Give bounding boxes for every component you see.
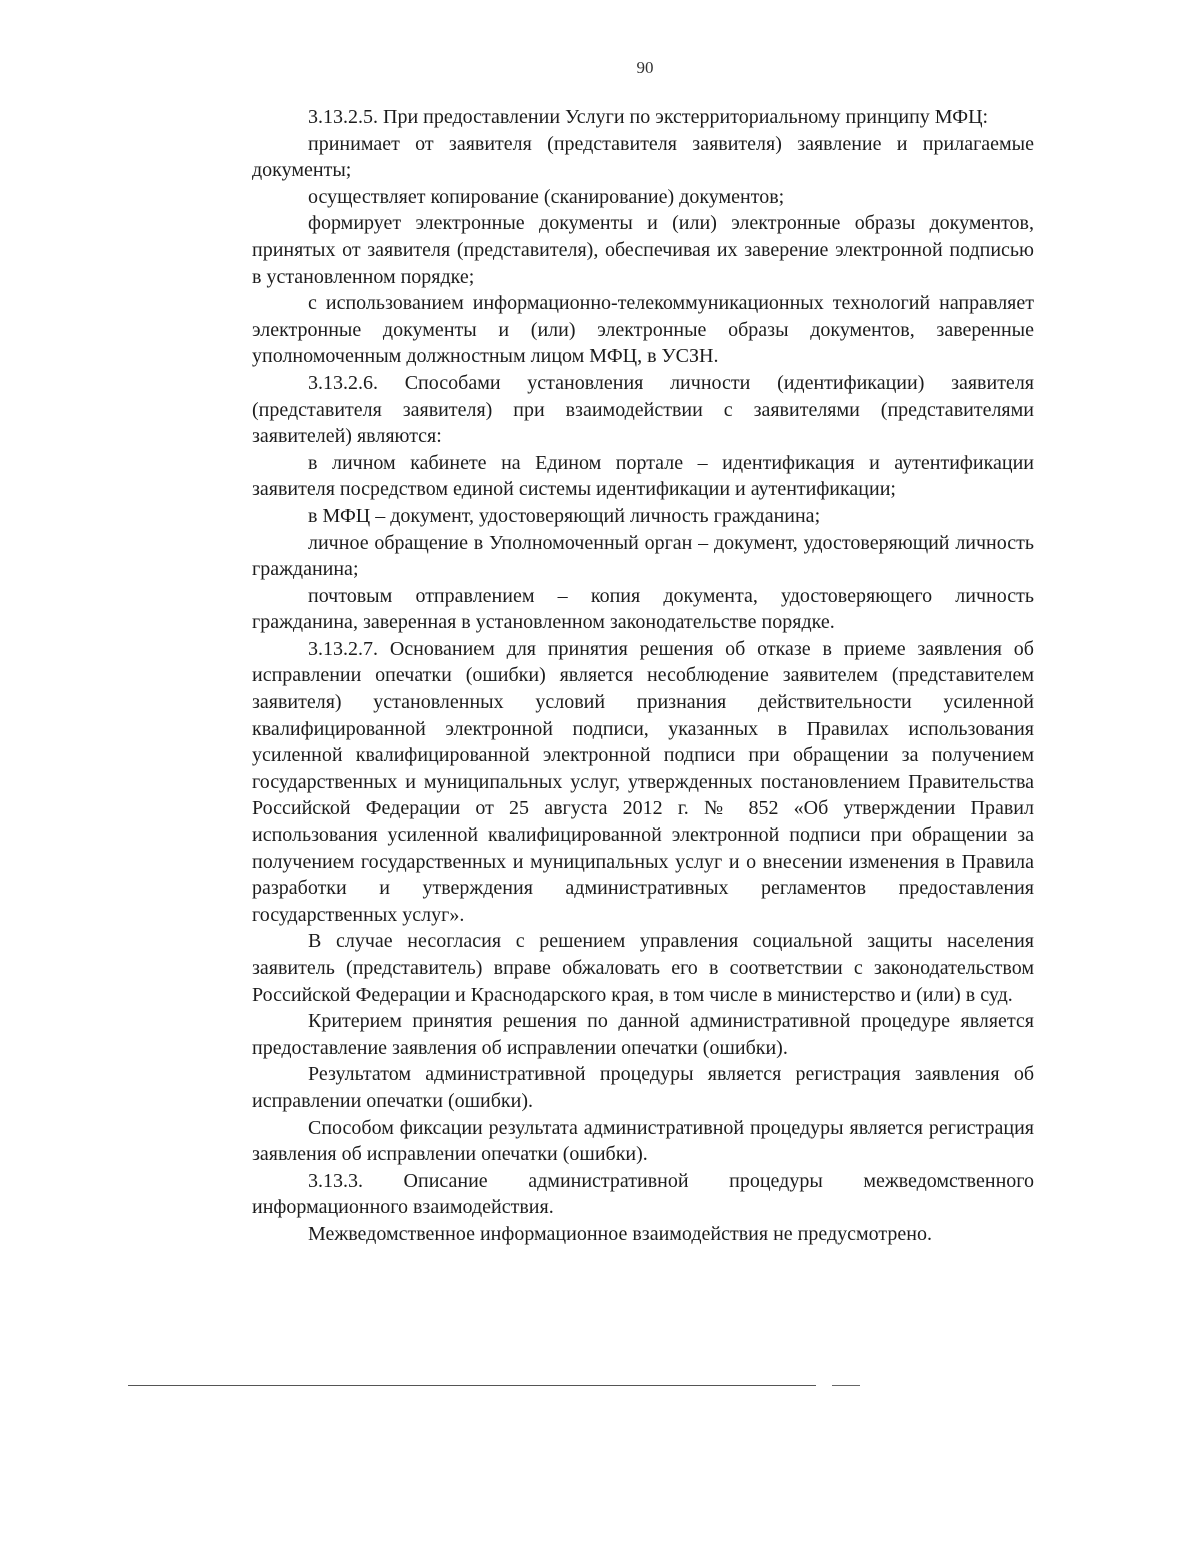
paragraph-accepts-application: принимает от заявителя (представителя заявителя) заявление и прилагаемые документы; <box>252 132 1034 182</box>
paragraph-3-13-3: 3.13.3. Описание административной процедуры межведомственного информационного взаимодействия. <box>252 1169 1034 1219</box>
paragraph-personal-cabinet: в личном кабинете на Едином портале – идентификация и аутентификации заявителя посредством единой системы идентификации и аутентификации; <box>252 451 1034 501</box>
paragraph-postal-mail: почтовым отправлением – копия документа, удостоверяющего личность гражданина, заверенная в установленном законодательстве порядке. <box>252 584 1034 634</box>
paragraph-result-recording: Способом фиксации результата административной процедуры является регистрация заявления об исправлении опечатки (ошибки). <box>252 1116 1034 1166</box>
paragraph-3-13-2-6: 3.13.2.6. Способами установления личности (идентификации) заявителя (представителя заявителя) при взаимодействии с заявителями (представителями заявителей) являются: <box>252 371 1034 448</box>
paragraph-interagency-not-provided: Межведомственное информационное взаимодействия не предусмотрено. <box>308 1222 932 1245</box>
paragraph-sends-to-uszn: с использованием информационно-телекоммуникационных технологий направляет электронные документы и (или) электронные образы документов, заверенные уполномоченным должностным лицом МФЦ, в УСЗН. <box>252 292 1034 368</box>
document-body <box>252 104 1034 1248</box>
paragraph-disagreement-appeal: В случае несогласия с решением управления социальной защиты населения заявитель (представитель) вправе обжаловать его в соответствии с законодательством Российской Федерации и Краснодарского края, в том числе в министерство и (или) в суд. <box>252 930 1034 1006</box>
page-number: 90 <box>636 58 654 77</box>
paragraph-copies-documents: осуществляет копирование (сканирование) документов; <box>308 185 785 208</box>
paragraph-procedure-result: Результатом административной процедуры является регистрация заявления об исправлении опечатки (ошибки). <box>252 1063 1034 1112</box>
paragraph-personal-visit: личное обращение в Уполномоченный орган – документ, удостоверяющий личность гражданина; <box>252 531 1034 581</box>
paragraph-3-13-2-5: 3.13.2.5. При предоставлении Услуги по экстерриториальному принципу МФЦ: <box>308 106 989 128</box>
footer-separator-tail <box>832 1385 860 1386</box>
footer-separator-line <box>128 1385 816 1386</box>
paragraph-3-13-2-7: 3.13.2.7. Основанием для принятия решения об отказе в приеме заявления об исправлении опечатки (ошибки) является несоблюдение заявителем (представителем заявителя) установленных условий признания действительности усиленной квалифицированной электронной подписи, указанных в Правилах использования усиленной квалифицированной электронной подписи при обращении за получением государственных и муниципальных услуг, утвержденных постановлением Правительства Российской Федерации от 25 августа 2012 г. № 852 «Об утверждении Правил использования усиленной квалифицированной электронной подписи при обращении за получением государственных и муниципальных услуг и о внесении изменения в Правила разработки и утверждения административных регламентов предоставления государственных услуг». <box>252 637 1034 926</box>
paragraph-decision-criterion: Критерием принятия решения по данной административной процедуре является предоставление заявления об исправлении опечатки (ошибки). <box>252 1010 1034 1059</box>
paragraph-forms-electronic-documents: формирует электронные документы и (или) электронные образы документов, принятых от заявителя (представителя), обеспечивая их заверение электронной подписью в установленном порядке; <box>252 212 1034 288</box>
paragraph-mfc-identity: в МФЦ – документ, удостоверяющий личность гражданина; <box>308 504 821 527</box>
